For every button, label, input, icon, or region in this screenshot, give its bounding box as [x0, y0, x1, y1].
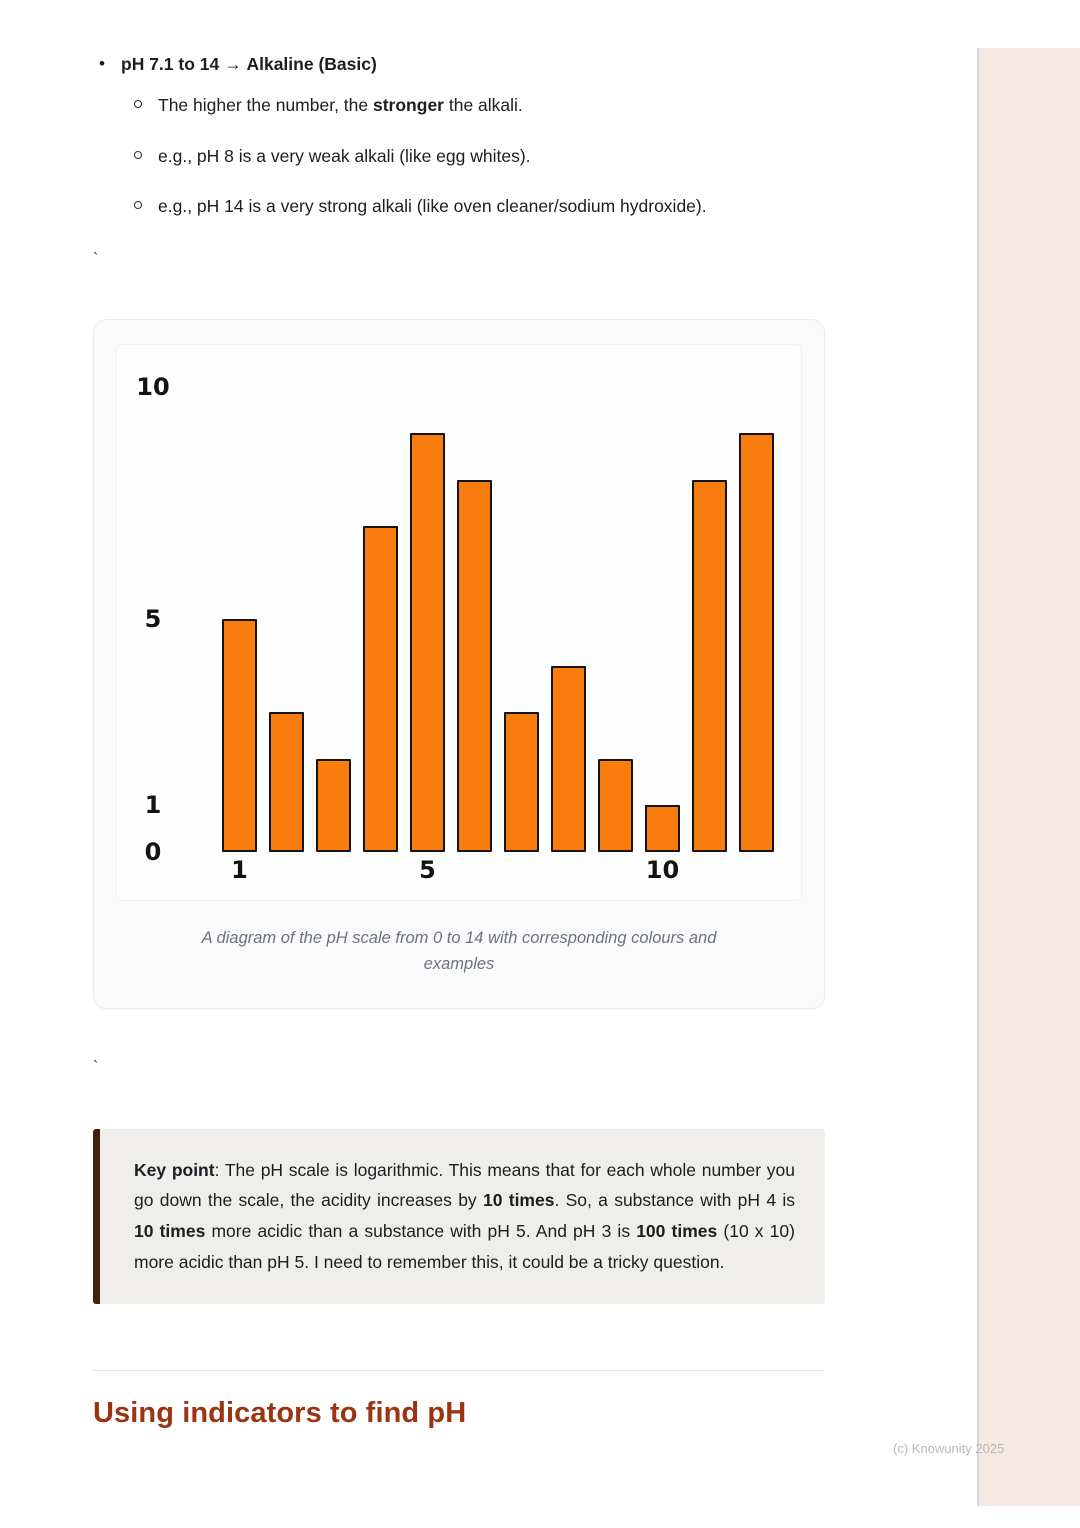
y-tick-label: 10	[136, 372, 170, 401]
x-tick-label: 1	[231, 855, 248, 884]
chart-image	[116, 344, 802, 901]
x-tick-label	[457, 856, 492, 888]
copyright-text: (c) Knowunity 2025	[893, 1441, 1005, 1456]
x-tick-label	[739, 856, 774, 888]
chart-area	[117, 363, 801, 866]
bar	[410, 433, 445, 852]
chart-caption: A diagram of the pH scale from 0 to 14 with corresponding colours and examples	[201, 928, 717, 974]
chart-plot	[222, 363, 774, 852]
bar	[551, 666, 586, 852]
sub-bullet-text: e.g., pH 8 is a very weak alkali (like egg whites).	[158, 145, 531, 166]
stray-backtick-2: `	[93, 1058, 99, 1076]
chart-card	[93, 319, 825, 1009]
bullet-item-main	[93, 52, 825, 77]
x-tick-label	[504, 856, 539, 888]
bar	[739, 433, 774, 852]
x-tick-label	[363, 856, 398, 888]
sub-bullet-text: e.g., pH 14 is a very strong alkali (like oven cleaner/sodium hydroxide).	[158, 196, 707, 217]
bar	[269, 712, 304, 852]
bar	[692, 480, 727, 852]
x-tick-label: 10	[645, 855, 680, 884]
stray-backtick-1: `	[93, 250, 99, 268]
bar	[645, 805, 680, 852]
bar	[363, 526, 398, 852]
sub-bullet-text: The higher the number, the stronger the alkali.	[158, 95, 523, 116]
circle-bullet-icon	[134, 201, 142, 209]
section-heading: Using indicators to find pH	[93, 1396, 467, 1429]
x-tick-label	[598, 856, 633, 888]
y-tick-label: 5	[144, 605, 162, 634]
key-point-text: Key point: The pH scale is logarithmic. This means that for each whole number you go down the scale, the acidity increases by 10 times. So, a substance with pH 4 is 10 times more acidic than a substance with pH 5. And pH 3 is 100 times (10 x 10) more acidic than pH 5. I need to remember this, it could be a tricky question.	[134, 1159, 795, 1273]
bar	[316, 759, 351, 852]
bar	[598, 759, 633, 852]
bullet-icon	[93, 52, 121, 77]
section-divider	[93, 1370, 825, 1371]
y-tick-label: 1	[144, 791, 162, 820]
x-tick-label	[692, 856, 727, 888]
x-tick-label	[316, 856, 351, 888]
x-tick-label: 5	[419, 855, 436, 884]
side-strip	[977, 48, 1080, 1506]
sub-bullet-item	[133, 93, 825, 118]
chart-x-axis	[222, 856, 801, 888]
bar	[457, 480, 492, 852]
bullet-item-text: pH 7.1 to 14 → Alkaline (Basic)	[121, 54, 377, 74]
y-tick-label: 0	[144, 837, 162, 866]
sub-bullet-item	[133, 194, 825, 219]
sub-bullet-item	[133, 144, 825, 169]
x-tick-label	[551, 856, 586, 888]
circle-bullet-icon	[134, 100, 142, 108]
x-tick-label	[269, 856, 304, 888]
bar	[222, 619, 257, 852]
bar	[504, 712, 539, 852]
sub-bullet-list	[133, 93, 825, 219]
bullet-list	[93, 52, 825, 219]
chart-y-axis	[131, 363, 175, 866]
content-column	[93, 52, 825, 1430]
key-point-box	[93, 1129, 825, 1304]
circle-bullet-icon	[134, 151, 142, 159]
